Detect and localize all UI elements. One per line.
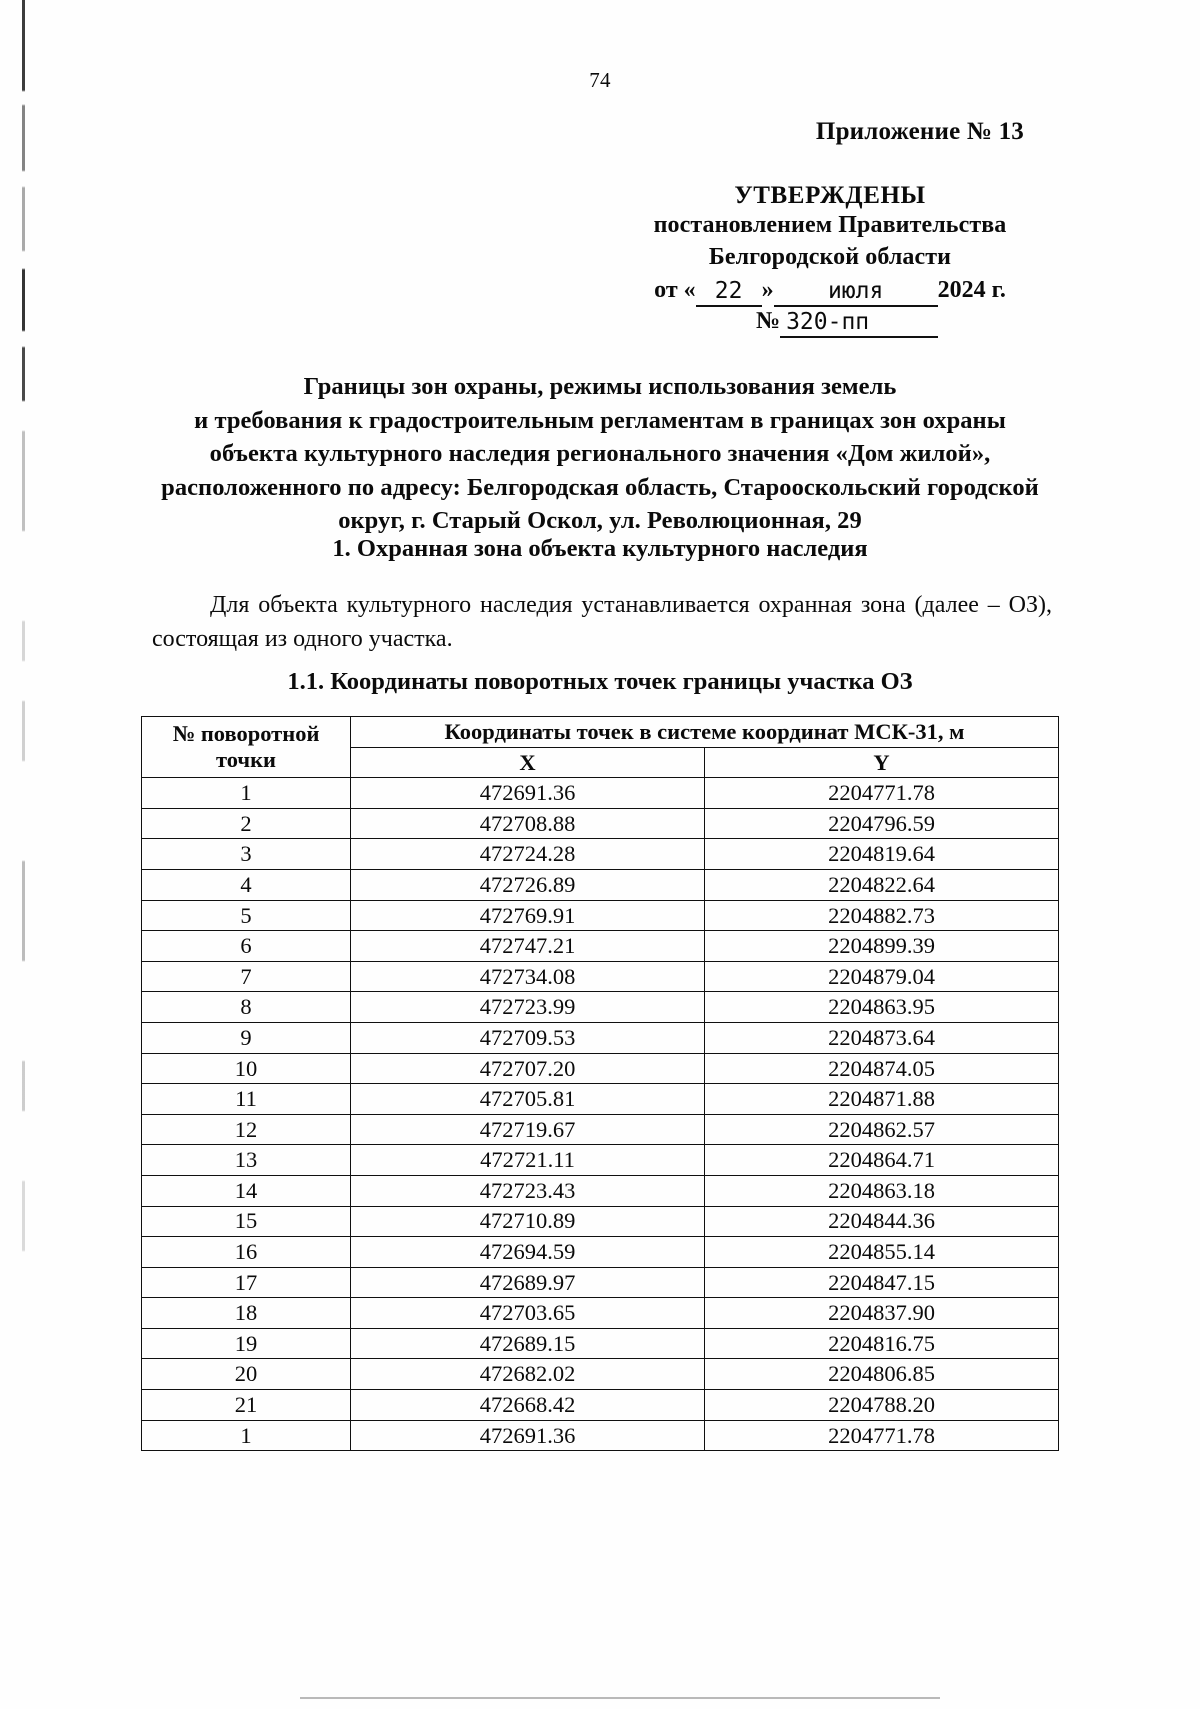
header-point-number bbox=[142, 717, 351, 778]
title-line-5: округ, г. Старый Оскол, ул. Революционная, 29 bbox=[338, 507, 862, 535]
table-row bbox=[142, 992, 1059, 1023]
cell-y: 2204863.18 bbox=[705, 1175, 1059, 1206]
date-month-field: июля bbox=[774, 278, 938, 307]
number-label: № bbox=[755, 308, 781, 335]
date-quote-close: » bbox=[761, 277, 774, 304]
cell-x: 472708.88 bbox=[351, 808, 705, 839]
cell-point-number: 19 bbox=[142, 1328, 351, 1359]
cell-y: 2204899.39 bbox=[705, 931, 1059, 962]
cell-x: 472705.81 bbox=[351, 1084, 705, 1115]
cell-point-number: 14 bbox=[142, 1175, 351, 1206]
cell-x: 472723.99 bbox=[351, 992, 705, 1023]
cell-x: 472703.65 bbox=[351, 1298, 705, 1329]
cell-point-number: 9 bbox=[142, 1022, 351, 1053]
date-prefix: от « bbox=[654, 277, 696, 304]
document-number-line bbox=[620, 308, 1040, 337]
approved-word: УТВЕРЖДЕНЫ bbox=[734, 182, 926, 209]
table-row bbox=[142, 1145, 1059, 1176]
table-row bbox=[142, 1237, 1059, 1268]
cell-y: 2204771.78 bbox=[705, 778, 1059, 809]
cell-point-number: 16 bbox=[142, 1237, 351, 1268]
cell-x: 472694.59 bbox=[351, 1237, 705, 1268]
cell-y: 2204844.36 bbox=[705, 1206, 1059, 1237]
cell-y: 2204822.64 bbox=[705, 869, 1059, 900]
table-row bbox=[142, 1206, 1059, 1237]
scan-bottom-artifact bbox=[300, 1697, 940, 1699]
approval-block bbox=[620, 118, 1040, 337]
approval-date-line bbox=[620, 277, 1040, 306]
cell-x: 472689.15 bbox=[351, 1328, 705, 1359]
cell-x: 472719.67 bbox=[351, 1114, 705, 1145]
cell-point-number: 1 bbox=[142, 1420, 351, 1451]
cell-y: 2204837.90 bbox=[705, 1298, 1059, 1329]
cell-y: 2204863.95 bbox=[705, 992, 1059, 1023]
cell-point-number: 17 bbox=[142, 1267, 351, 1298]
cell-point-number: 4 bbox=[142, 869, 351, 900]
cell-point-number: 5 bbox=[142, 900, 351, 931]
cell-point-number: 6 bbox=[142, 931, 351, 962]
cell-x: 472689.97 bbox=[351, 1267, 705, 1298]
page-number: 74 bbox=[589, 68, 611, 92]
cell-y: 2204796.59 bbox=[705, 808, 1059, 839]
table-row bbox=[142, 1328, 1059, 1359]
date-year: 2024 г. bbox=[937, 277, 1006, 304]
approved-by-authority: постановлением Правительства bbox=[653, 212, 1007, 238]
coordinates-table-head bbox=[142, 717, 1059, 778]
cell-y: 2204874.05 bbox=[705, 1053, 1059, 1084]
table-row bbox=[142, 1298, 1059, 1329]
cell-y: 2204816.75 bbox=[705, 1328, 1059, 1359]
cell-x: 472691.36 bbox=[351, 1420, 705, 1451]
title-line-2: и требования к градостроительным регламентам в границах зон охраны bbox=[194, 406, 1006, 434]
document-number-field: 320-пп bbox=[780, 309, 938, 338]
cell-x: 472734.08 bbox=[351, 961, 705, 992]
table-row bbox=[142, 1267, 1059, 1298]
cell-x: 472721.11 bbox=[351, 1145, 705, 1176]
appendix-label: Приложение № 13 bbox=[815, 118, 1024, 145]
table-row bbox=[142, 839, 1059, 870]
table-header-row-1 bbox=[142, 717, 1059, 748]
cell-x: 472724.28 bbox=[351, 839, 705, 870]
cell-y: 2204771.78 bbox=[705, 1420, 1059, 1451]
table-row bbox=[142, 869, 1059, 900]
table-row bbox=[142, 1022, 1059, 1053]
cell-y: 2204855.14 bbox=[705, 1237, 1059, 1268]
document-title bbox=[150, 370, 1050, 538]
title-line-1: Границы зон охраны, режимы использования земель bbox=[303, 373, 897, 400]
cell-x: 472668.42 bbox=[351, 1390, 705, 1421]
cell-point-number: 13 bbox=[142, 1145, 351, 1176]
header-point-number-line1: № поворотной bbox=[172, 720, 320, 746]
coordinates-table-body bbox=[142, 778, 1059, 1451]
section-1-paragraph: Для объекта культурного наследия устанавливается охранная зона (далее – ОЗ), состоящая из одного участка. bbox=[152, 592, 1052, 653]
cell-point-number: 2 bbox=[142, 808, 351, 839]
title-line-3: объекта культурного наследия регионального значения «Дом жилой», bbox=[209, 440, 991, 468]
header-y: Y bbox=[705, 747, 1059, 778]
cell-point-number: 1 bbox=[142, 778, 351, 809]
cell-point-number: 21 bbox=[142, 1390, 351, 1421]
cell-point-number: 12 bbox=[142, 1114, 351, 1145]
table-row bbox=[142, 778, 1059, 809]
section-heading-1-1: 1.1. Координаты поворотных точек границы участка ОЗ bbox=[287, 668, 913, 695]
cell-x: 472769.91 bbox=[351, 900, 705, 931]
table-row bbox=[142, 1420, 1059, 1451]
table-row bbox=[142, 1114, 1059, 1145]
cell-y: 2204819.64 bbox=[705, 839, 1059, 870]
coordinates-table-wrapper bbox=[141, 716, 1059, 1451]
header-coordinate-group: Координаты точек в системе координат МСК-31, м bbox=[351, 717, 1059, 748]
cell-x: 472747.21 bbox=[351, 931, 705, 962]
cell-y: 2204864.71 bbox=[705, 1145, 1059, 1176]
cell-point-number: 11 bbox=[142, 1084, 351, 1115]
cell-x: 472726.89 bbox=[351, 869, 705, 900]
cell-y: 2204788.20 bbox=[705, 1390, 1059, 1421]
cell-x: 472691.36 bbox=[351, 778, 705, 809]
date-day-field: 22 bbox=[696, 278, 762, 307]
cell-x: 472707.20 bbox=[351, 1053, 705, 1084]
header-x: X bbox=[351, 747, 705, 778]
cell-x: 472682.02 bbox=[351, 1359, 705, 1390]
cell-point-number: 15 bbox=[142, 1206, 351, 1237]
cell-x: 472709.53 bbox=[351, 1022, 705, 1053]
section-heading-1: 1. Охранная зона объекта культурного наследия bbox=[332, 535, 868, 562]
cell-x: 472710.89 bbox=[351, 1206, 705, 1237]
cell-x: 472723.43 bbox=[351, 1175, 705, 1206]
cell-y: 2204847.15 bbox=[705, 1267, 1059, 1298]
table-row bbox=[142, 1175, 1059, 1206]
coordinates-table bbox=[141, 716, 1059, 1451]
scan-edge-artifact bbox=[22, 0, 25, 1709]
cell-y: 2204882.73 bbox=[705, 900, 1059, 931]
header-point-number-line2: точки bbox=[215, 747, 277, 773]
cell-point-number: 8 bbox=[142, 992, 351, 1023]
approved-by-region: Белгородской области bbox=[708, 243, 952, 270]
table-row bbox=[142, 931, 1059, 962]
cell-point-number: 20 bbox=[142, 1359, 351, 1390]
cell-point-number: 10 bbox=[142, 1053, 351, 1084]
table-row bbox=[142, 808, 1059, 839]
table-row bbox=[142, 1390, 1059, 1421]
cell-y: 2204873.64 bbox=[705, 1022, 1059, 1053]
table-row bbox=[142, 1359, 1059, 1390]
cell-y: 2204879.04 bbox=[705, 961, 1059, 992]
title-line-4: расположенного по адресу: Белгородская область, Старооскольский городской bbox=[161, 473, 1039, 501]
cell-point-number: 18 bbox=[142, 1298, 351, 1329]
cell-y: 2204862.57 bbox=[705, 1114, 1059, 1145]
table-row bbox=[142, 900, 1059, 931]
table-row bbox=[142, 961, 1059, 992]
cell-point-number: 3 bbox=[142, 839, 351, 870]
table-row bbox=[142, 1053, 1059, 1084]
cell-y: 2204806.85 bbox=[705, 1359, 1059, 1390]
table-row bbox=[142, 1084, 1059, 1115]
cell-y: 2204871.88 bbox=[705, 1084, 1059, 1115]
cell-point-number: 7 bbox=[142, 961, 351, 992]
